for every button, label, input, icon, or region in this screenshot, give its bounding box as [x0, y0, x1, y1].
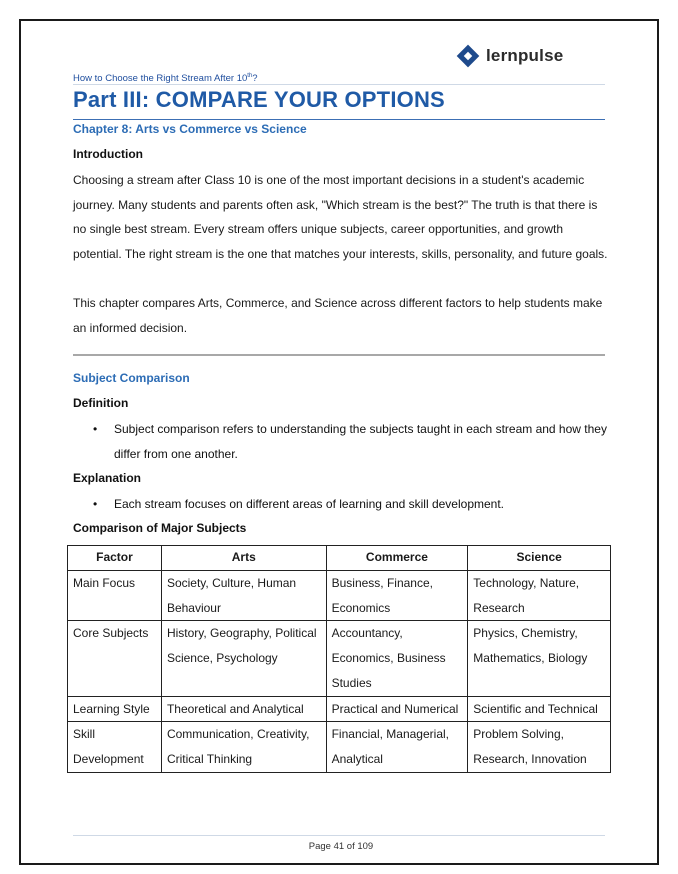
- running-title-superscript: th: [247, 72, 253, 79]
- footer-rule: [73, 835, 605, 836]
- table-cell: Physics, Chemistry, Mathematics, Biology: [468, 621, 611, 696]
- table-cell: Problem Solving, Research, Innovation: [468, 722, 611, 772]
- table-row: [68, 696, 611, 722]
- part-title-rule: [73, 119, 605, 120]
- logo-text: lernpulse: [486, 46, 564, 65]
- comparison-table: [67, 545, 611, 773]
- table-cell: Accountancy, Economics, Business Studies: [326, 621, 468, 696]
- table-row: [68, 722, 611, 772]
- running-title-suffix: ?: [252, 73, 258, 84]
- part-title: Part III: COMPARE YOUR OPTIONS: [73, 87, 445, 112]
- comparison-table-heading: Comparison of Major Subjects: [73, 521, 247, 535]
- table-cell: Communication, Creativity, Critical Thinking: [161, 722, 326, 772]
- table-header-row: [68, 546, 611, 571]
- header-factor: Factor: [68, 546, 162, 571]
- subject-comparison-heading: Subject Comparison: [73, 371, 190, 385]
- table-cell: Skill Development: [68, 722, 162, 772]
- explanation-bullet-text: Each stream focuses on different areas of learning and skill development.: [114, 497, 504, 511]
- definition-heading: Definition: [73, 396, 129, 410]
- header-science: Science: [468, 546, 611, 571]
- table-cell: Financial, Managerial, Analytical: [326, 722, 468, 772]
- definition-bullet: [93, 417, 607, 467]
- table-cell: Business, Finance, Economics: [326, 571, 468, 621]
- running-header: [73, 73, 258, 84]
- header-commerce: Commerce: [326, 546, 468, 571]
- table-cell: Learning Style: [68, 696, 162, 722]
- bullet-icon: •: [93, 497, 98, 511]
- section-divider: [73, 354, 605, 356]
- table-cell: Practical and Numerical: [326, 696, 468, 722]
- table-cell: Scientific and Technical: [468, 696, 611, 722]
- bullet-icon: •: [93, 422, 98, 436]
- explanation-heading: Explanation: [73, 471, 142, 485]
- lernpulse-logo: [460, 45, 563, 67]
- intro-paragraph-1: Choosing a stream after Class 10 is one of the most important decisions in a student's academic journey. Many students and parents often ask, "Which stream is the best?" The truth is that there is no single best stream. Every stream offers unique subjects, career opportunities, and growth potential. The right stream is the one that matches your interests, skills, personality, and future goals.: [73, 173, 608, 261]
- diamond-logo-icon: [457, 45, 480, 68]
- table-cell: Main Focus: [68, 571, 162, 621]
- definition-bullet-text: Subject comparison refers to understanding the subjects taught in each stream and how they differ from one another.: [114, 422, 607, 461]
- header-arts: Arts: [161, 546, 326, 571]
- table-cell: History, Geography, Political Science, Psychology: [161, 621, 326, 696]
- explanation-bullet: [93, 492, 607, 517]
- header-rule: [73, 84, 605, 85]
- table-cell: Theoretical and Analytical: [161, 696, 326, 722]
- introduction-heading: Introduction: [73, 147, 143, 161]
- running-title: How to Choose the Right Stream After 10: [73, 73, 248, 84]
- page-number: Page 41 of 109: [308, 841, 374, 852]
- table-row: [68, 621, 611, 696]
- document-page: [19, 19, 659, 865]
- intro-paragraph-2: This chapter compares Arts, Commerce, and Science across different factors to help students make an informed decision.: [73, 296, 603, 335]
- table-cell: Core Subjects: [68, 621, 162, 696]
- chapter-title: Chapter 8: Arts vs Commerce vs Science: [73, 122, 307, 136]
- table-cell: Technology, Nature, Research: [468, 571, 611, 621]
- table-cell: Society, Culture, Human Behaviour: [161, 571, 326, 621]
- table-row: [68, 571, 611, 621]
